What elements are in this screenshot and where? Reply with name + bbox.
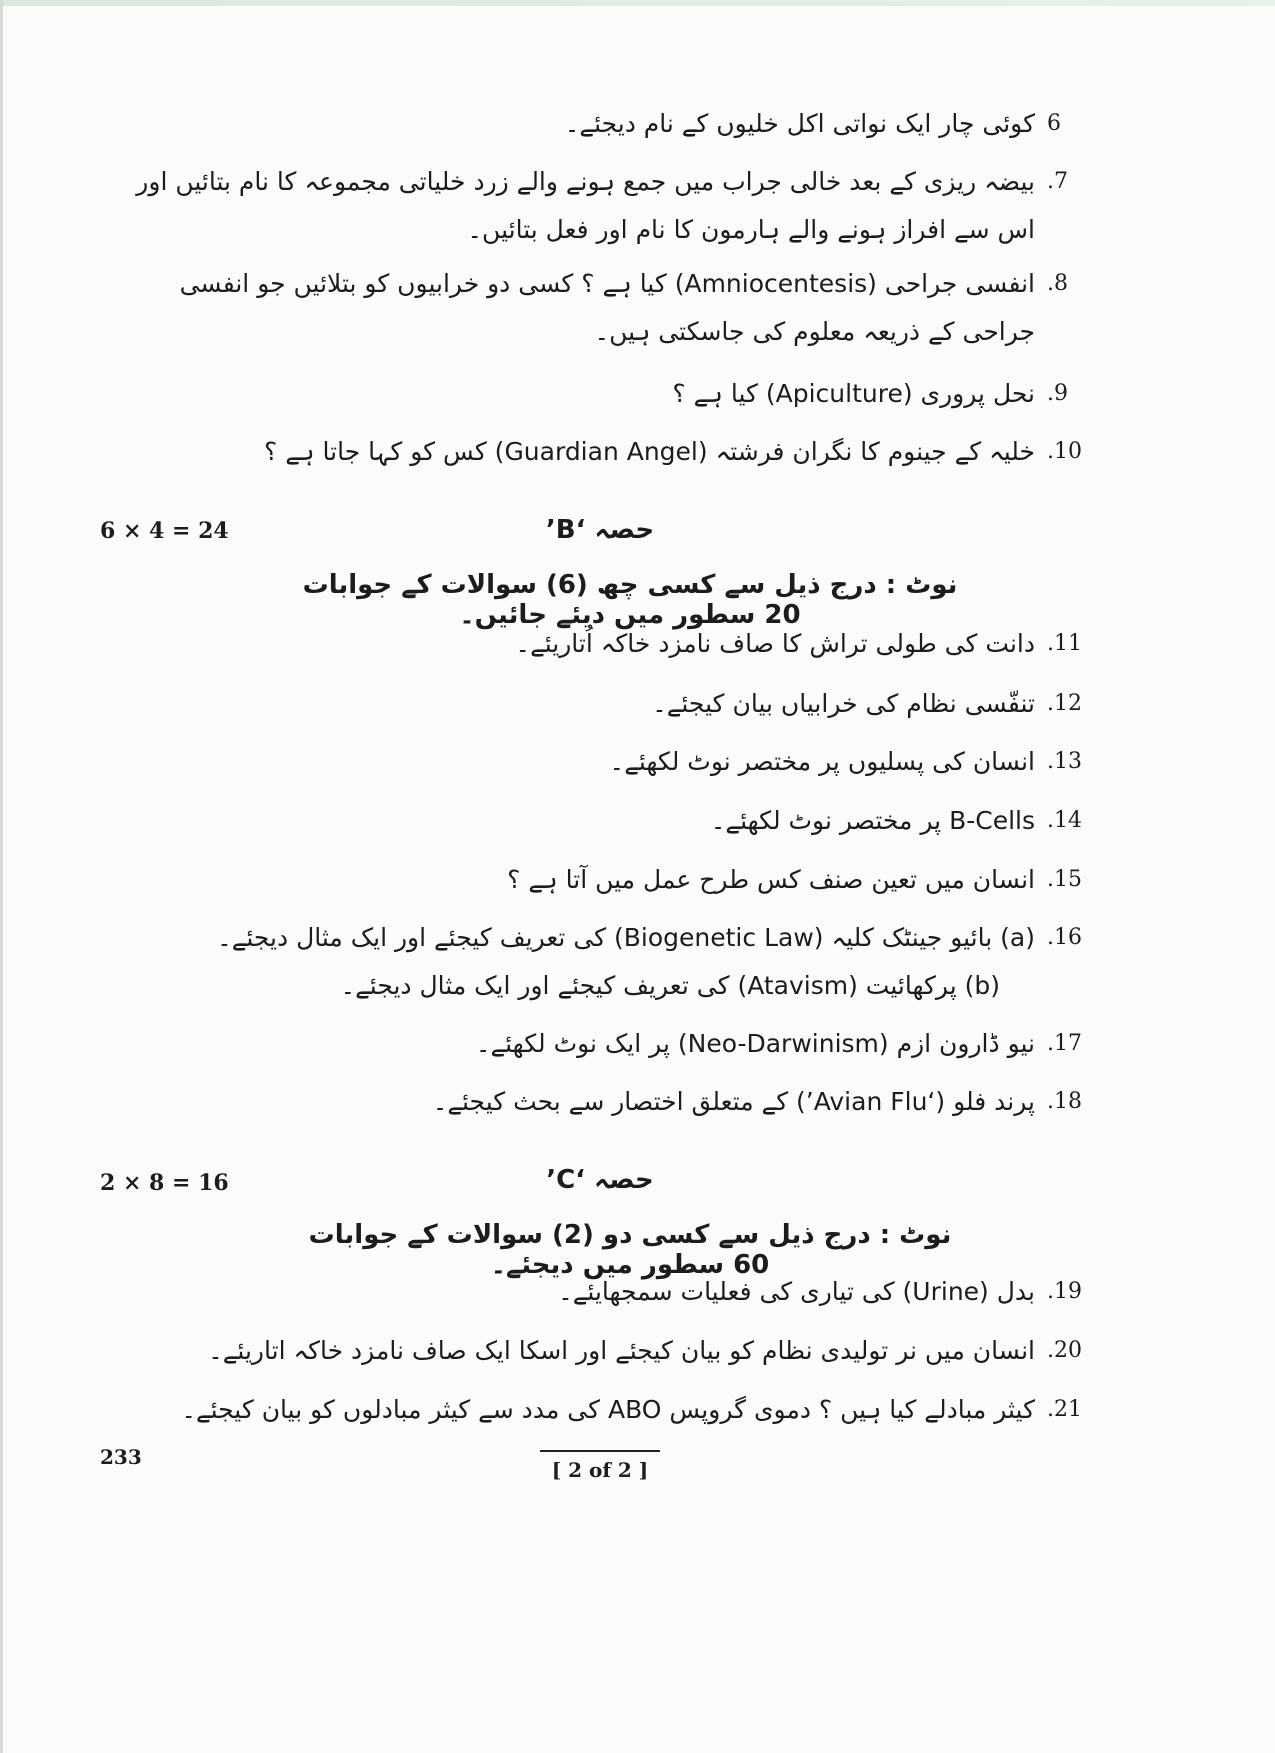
question-12 <box>135 680 1082 728</box>
question-6 <box>135 100 1061 148</box>
question-text: انسان کی پسلیوں پر مختصر نوٹ لکھئے۔ <box>609 747 1035 776</box>
question-text: بیضہ ریزی کے بعد خالی جراب میں جمع ہونے والے زرد خلیاتی مجموعہ کا نام بتائیں اور اس سے افراز ہونے والے ہارمون کا نام اور فعل بتائیں۔ <box>136 167 1035 244</box>
question-20 <box>135 1327 1082 1375</box>
section-b-marks: 6 × 4 = 24 <box>100 518 229 544</box>
question-number: .10 <box>1047 439 1082 464</box>
question-number: .20 <box>1047 1338 1082 1363</box>
section-b-note: نوٹ : درج ذیل سے کسی چھ (6) سوالات کے جوابات 20 سطور میں دیئے جائیں۔ <box>302 570 958 630</box>
question-21 <box>135 1386 1082 1434</box>
question-text: دانت کی طولی تراش کا صاف نامزد خاکہ اُتاریئے۔ <box>515 629 1035 658</box>
question-number: .17 <box>1047 1031 1082 1056</box>
question-10 <box>135 428 1082 476</box>
question-16b <box>100 962 1000 1010</box>
question-text: انسان میں تعین صنف کس طرح عمل میں آتا ہے ؟ <box>507 865 1035 894</box>
question-number: .19 <box>1047 1279 1082 1304</box>
question-text: (a) بائیو جینٹک کلیہ (Biogenetic Law) کی تعریف کیجئے اور ایک مثال دیجئے۔ <box>217 923 1035 952</box>
question-number: .8 <box>1047 271 1068 296</box>
question-7 <box>135 158 1068 254</box>
question-9 <box>135 370 1068 418</box>
question-number: .7 <box>1047 169 1068 194</box>
question-17 <box>135 1020 1082 1068</box>
question-text: کیثر مبادلے کیا ہیں ؟ دموی گروپس ABO کی مدد سے کیثر مبادلوں کو بیان کیجئے۔ <box>181 1395 1035 1424</box>
question-number: .14 <box>1047 808 1082 833</box>
question-number: .21 <box>1047 1397 1082 1422</box>
question-text: B-Cells پر مختصر نوٹ لکھئے۔ <box>710 806 1035 835</box>
question-18 <box>135 1078 1082 1126</box>
section-b-heading: حصہ ‘B’ <box>545 515 655 545</box>
question-number: .18 <box>1047 1089 1082 1114</box>
question-number: .9 <box>1047 381 1068 406</box>
question-8 <box>135 260 1068 356</box>
question-16a <box>135 914 1082 962</box>
question-text: پرند فلو (‘Avian Flu’) کے متعلق اختصار سے بحث کیجئے۔ <box>432 1087 1035 1116</box>
question-text: نحل پروری (Apiculture) کیا ہے ؟ <box>672 379 1035 408</box>
question-15 <box>135 856 1082 904</box>
question-text: انسان میں نر تولیدی نظام کو بیان کیجئے اور اسکا ایک صاف نامزد خاکہ اتاریئے۔ <box>208 1336 1035 1365</box>
question-text: انفسی جراحی (Amniocentesis) کیا ہے ؟ کسی دو خرابیوں کو بتلائیں جو انفسی جراحی کے ذریعہ معلوم کی جاسکتی ہیں۔ <box>179 269 1035 346</box>
question-text: (b) پرکھائیت (Atavism) کی تعریف کیجئے اور ایک مثال دیجئے۔ <box>340 971 1000 1000</box>
question-number: .12 <box>1047 691 1082 716</box>
question-number: .16 <box>1047 925 1082 950</box>
question-14 <box>135 797 1082 845</box>
question-text: نیو ڈارون ازم (Neo-Darwinism) پر ایک نوٹ لکھئے۔ <box>475 1029 1035 1058</box>
question-text: خلیہ کے جینوم کا نگران فرشتہ (Guardian Angel) کس کو کہا جاتا ہے ؟ <box>264 437 1035 466</box>
question-number: .15 <box>1047 867 1082 892</box>
question-number: .13 <box>1047 749 1082 774</box>
scan-top-band <box>0 0 1275 6</box>
question-number: .11 <box>1047 631 1082 656</box>
question-19 <box>135 1268 1082 1316</box>
question-text: کوئی چار ایک نواتی اکل خلیوں کے نام دیجئے۔ <box>564 109 1035 138</box>
scan-left-edge <box>0 0 3 1753</box>
question-text: بدل (Urine) کی تیاری کی فعلیات سمجھایئے۔ <box>558 1277 1035 1306</box>
question-11 <box>135 620 1082 668</box>
page-number: [ 2 of 2 ] <box>540 1450 660 1482</box>
section-c-note: نوٹ : درج ذیل سے کسی دو (2) سوالات کے جوابات 60 سطور میں دیجئے۔ <box>308 1220 952 1280</box>
question-number: 6 <box>1047 111 1061 136</box>
paper-code: 233 <box>100 1445 142 1469</box>
section-c-marks: 2 × 8 = 16 <box>100 1170 229 1196</box>
question-text: تنفّسی نظام کی خرابیاں بیان کیجئے۔ <box>652 689 1035 718</box>
section-c-heading: حصہ ‘C’ <box>546 1165 654 1195</box>
question-13 <box>135 738 1082 786</box>
